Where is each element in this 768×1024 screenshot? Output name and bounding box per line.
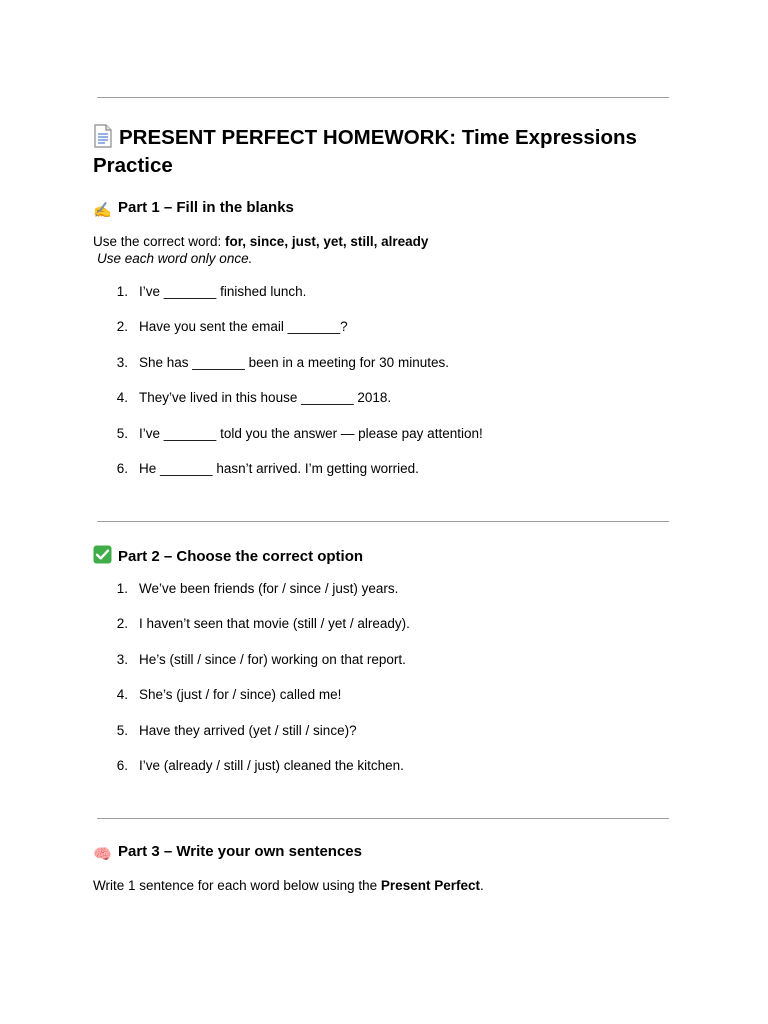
part3-instruction-bold: Present Perfect [380,878,480,893]
part2-heading-text: Part 2 – Choose the correct option [118,548,364,565]
document-title [93,124,653,180]
part3-instruction-prefix: Write 1 sentence for each word below using the [93,878,381,893]
horizontal-rule [97,818,669,819]
horizontal-rule [97,97,669,98]
item-number: 6. [116,757,128,773]
part2-heading [93,545,363,567]
item-number: 2. [116,616,128,632]
item-number: 3. [116,651,128,667]
item-text: She’s (just / for / since) called me! [139,687,342,703]
item-text: They’ve lived in this house _______ 2018. [139,390,392,406]
part1-word-bank: for, since, just, yet, still, already [225,234,429,249]
item-number: 5. [116,425,128,441]
item-text: She has _______ been in a meeting for 30 minutes. [139,354,449,370]
item-number: 2. [116,319,128,335]
item-text: I’ve (already / still / just) cleaned the kitchen. [139,757,404,773]
item-text: Have you sent the email _______? [139,319,348,335]
writing-hand-icon: ✍️ [93,202,112,219]
item-text: He _______ hasn’t arrived. I’m getting worried. [139,460,419,476]
item-number: 3. [116,354,128,370]
part1-heading [93,198,294,219]
check-mark-button-icon [93,545,113,563]
part3-heading-text: Part 3 – Write your own sentences [118,843,362,860]
part3-instruction-suffix: . [479,878,484,893]
item-number: 1. [116,581,128,596]
item-number: 5. [116,722,128,738]
title-text: PRESENT PERFECT HOMEWORK: Time Expressions Practice [93,126,637,177]
horizontal-rule [97,521,669,522]
item-text: We’ve been friends (for / since / just) years. [139,581,399,596]
part1-instruction-note: Use each word only once. [97,251,253,266]
page-facing-up-icon [93,124,113,148]
item-number: 4. [116,687,128,703]
item-number: 1. [116,284,128,299]
item-text: I’ve _______ finished lunch. [139,284,307,299]
item-text: He’s (still / since / for) working on that report. [139,651,406,667]
item-text: I’ve _______ told you the answer — please pay attention! [139,425,483,441]
item-number: 4. [116,390,128,406]
item-text: I haven’t seen that movie (still / yet / already). [139,616,410,632]
part1-instruction-prefix: Use the correct word: [93,234,226,249]
part3-heading [93,842,362,863]
brain-icon: 🧠 [93,846,112,863]
part1-instructions [93,233,428,267]
item-number: 6. [116,460,128,476]
part3-instructions [93,877,484,894]
part1-heading-text: Part 1 – Fill in the blanks [118,199,294,216]
item-text: Have they arrived (yet / still / since)? [139,722,357,738]
